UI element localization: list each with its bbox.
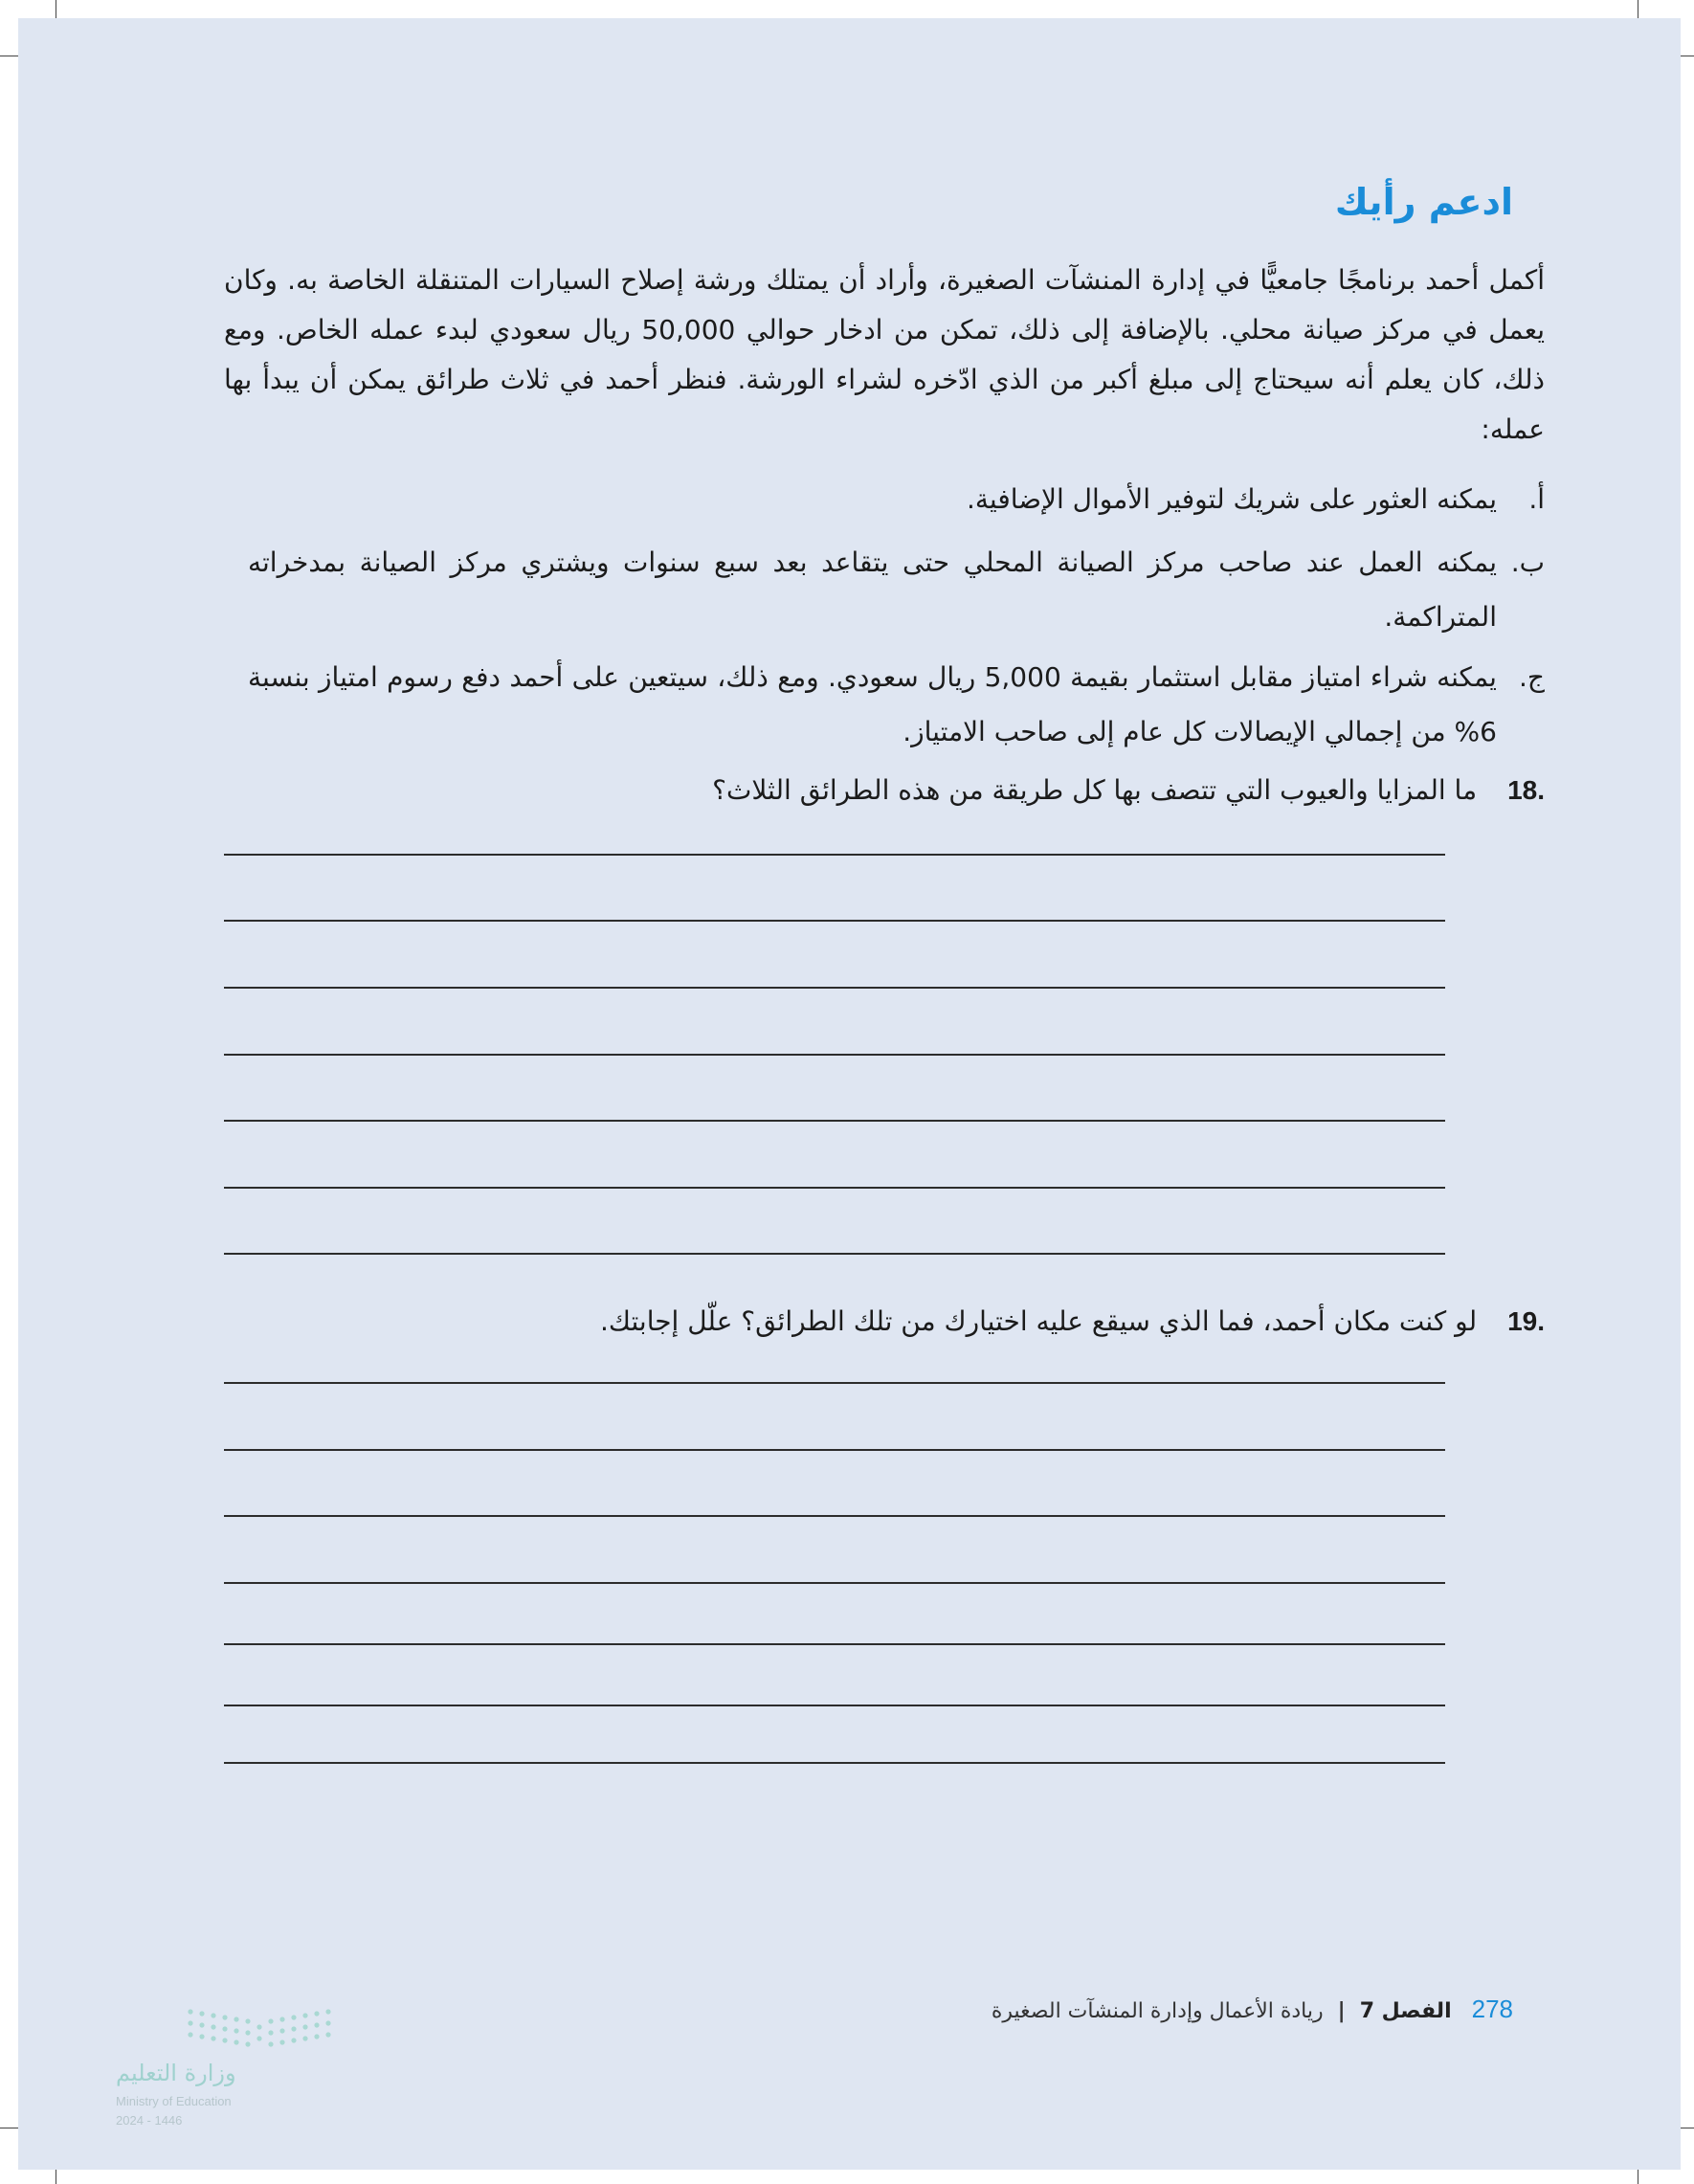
answer-line-q18[interactable] [224, 1054, 1445, 1056]
option-b [224, 535, 1545, 644]
ministry-logo [106, 2004, 279, 2148]
option-text: يمكنه العثور على شريك لتوفير الأموال الإضافية. [966, 483, 1497, 515]
answer-line-q19[interactable] [224, 1382, 1445, 1384]
answer-line-q18[interactable] [224, 1120, 1445, 1122]
answer-line-q19[interactable] [224, 1705, 1445, 1706]
answer-line-q19[interactable] [224, 1582, 1445, 1584]
chapter-title: ريادة الأعمال وإدارة المنشآت الصغيرة [991, 1999, 1324, 2023]
page-number: 278 [1471, 1995, 1513, 2023]
option-letter: ج. [1519, 661, 1545, 693]
answer-line-q18[interactable] [224, 987, 1445, 989]
chapter-label: الفصل 7 [1359, 1999, 1452, 2023]
logo-year-text: 2024 - 1446 [116, 2113, 183, 2128]
question-18 [224, 774, 1545, 806]
answer-line-q18[interactable] [224, 1253, 1445, 1255]
question-text: لو كنت مكان أحمد، فما الذي سيقع عليه اختيارك من تلك الطرائق؟ علّل إجابتك. [599, 1305, 1478, 1337]
option-a [224, 472, 1545, 526]
option-letter: ب. [1510, 546, 1545, 578]
worksheet-page [18, 18, 1681, 2170]
question-text: ما المزايا والعيوب التي تتصف بها كل طريقة من هذه الطرائق الثلاث؟ [712, 774, 1478, 806]
answer-line-q18[interactable] [224, 920, 1445, 922]
answer-line-q19[interactable] [224, 1643, 1445, 1645]
option-c [224, 650, 1545, 759]
logo-english-text: Ministry of Education [116, 2094, 232, 2108]
page-footer [992, 1995, 1513, 2024]
question-number: 19. [1507, 1306, 1545, 1336]
intro-paragraph: أكمل أحمد برنامجًا جامعيًّا في إدارة المنشآت الصغيرة، وأراد أن يمتلك ورشة إصلاح السيارات المتنقلة الخاصة به. وكان يعمل في مركز صيانة محلي. بالإضافة إلى ذلك، تمكن من ادخار حوالي 50,000 ريال سعودي لبدء عمله الخاص. ومع ذلك، كان يعلم أنه سيحتاج إلى مبلغ أكبر من الذي ادّخره لشراء الورشة. فنظر أحمد في ثلاث طرائق يمكن أن يبدأ بها عمله: [224, 264, 1545, 445]
answer-line-q18[interactable] [224, 1187, 1445, 1189]
answer-line-q19[interactable] [224, 1762, 1445, 1764]
answer-line-q19[interactable] [224, 1449, 1445, 1451]
footer-separator: | [1337, 1999, 1346, 2023]
logo-arabic-text: وزارة التعليم [116, 2060, 236, 2086]
answer-line-q18[interactable] [224, 854, 1445, 856]
section-title: ادعم رأيك [1334, 181, 1513, 223]
logo-dots-icon [183, 2004, 336, 2052]
option-text: يمكنه شراء امتياز مقابل استثمار بقيمة 5,000 ريال سعودي. ومع ذلك، سيتعين على أحمد دفع رسوم امتياز بنسبة 6% من إجمالي الإيصالات كل عام إلى صاحب الامتياز. [248, 661, 1497, 747]
answer-line-q19[interactable] [224, 1515, 1445, 1517]
question-number: 18. [1507, 775, 1545, 805]
option-text: يمكنه العمل عند صاحب مركز الصيانة المحلي حتى يتقاعد بعد سبع سنوات ويشتري مركز الصيانة بمدخراته المتراكمة. [248, 546, 1497, 633]
question-19 [224, 1305, 1545, 1337]
option-letter: أ. [1528, 483, 1545, 515]
